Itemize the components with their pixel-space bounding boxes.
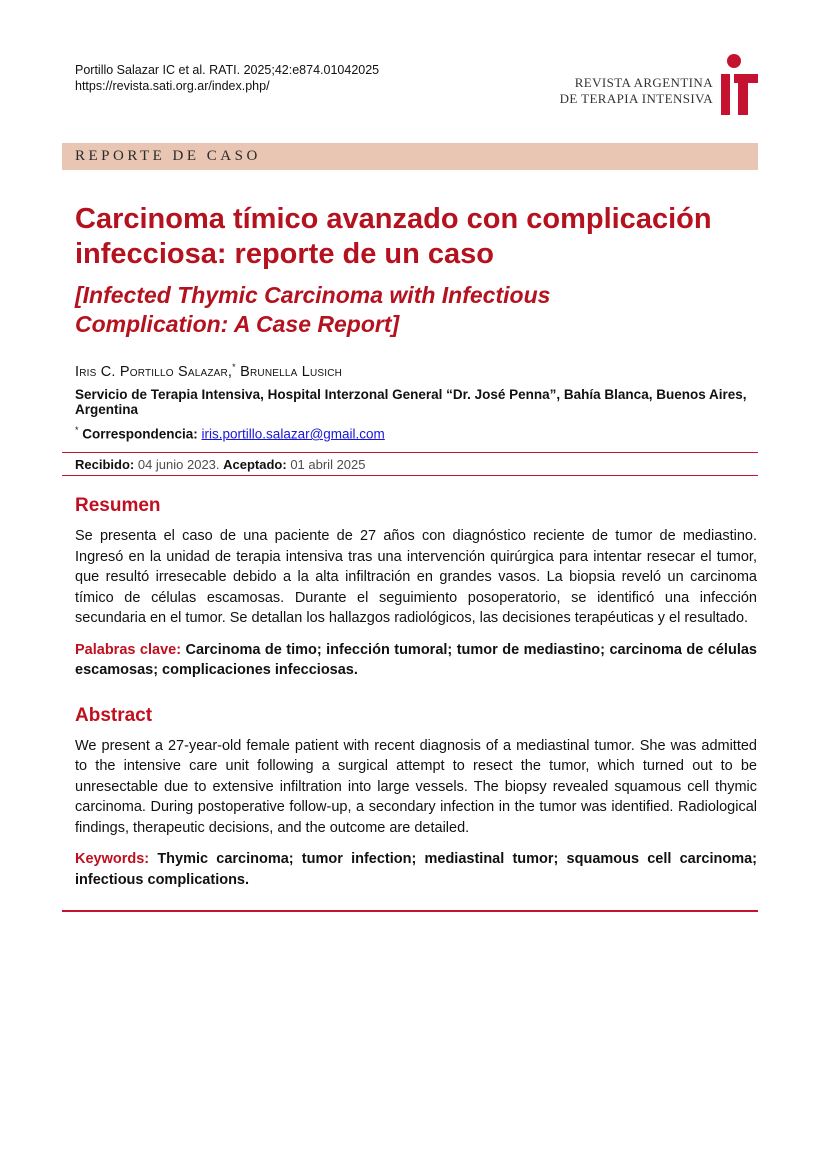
resumen-body: Se presenta el caso de una paciente de 27 años con diagnóstico reciente de tumor de mediastino. Ingresó en la unidad de terapia intensiva tras una intervención quirúrgica para intentar resecar el tumor, que resultó irresecable debido a la alta infiltración en grandes vasos. La biopsia reveló un carcinoma tímico de células escamosas. Durante el seguimiento posoperatorio, se identificó una infección secundaria en el tumor. Se detallan los hallazgos radiológicos, las decisiones terapéuticas y el resultado. — [75, 528, 757, 627]
journal-name-line1: REVISTA ARGENTINA — [574, 74, 713, 90]
abstract-body: We present a 27-year-old female patient with recent diagnosis of a mediastinal tumor. She was admitted to the intensive care unit following a surgical attempt to resect the tumor, which turned out to be unresectable due to extensive infiltration into large vessels. The biopsy revealed squamous cell thymic carcinoma. During postoperative follow-up, a secondary infection in the tumor was identified. Radiological findings, therapeutic decisions, and the outcome are detailed. — [75, 737, 757, 836]
authors-line — [75, 362, 758, 380]
abstract-block — [62, 705, 758, 891]
accepted-label: Aceptado: — [223, 456, 287, 472]
journal-url: https://revista.sati.org.ar/index.php/ — [75, 79, 270, 93]
title-en-line2: Complication: A Case Report] — [75, 311, 400, 337]
title-es-line1: Carcinoma tímico avanzado con complicación — [75, 203, 712, 235]
article-title-es — [75, 202, 758, 272]
accepted-date: 01 abril 2025 — [286, 456, 366, 472]
title-es-line2: infecciosa: reporte de un caso — [75, 238, 495, 270]
correspondence-label: Correspondencia: — [78, 426, 202, 442]
logo-t-stem — [738, 74, 748, 115]
correspondence-asterisk: * — [75, 424, 79, 435]
masthead — [75, 62, 758, 115]
received-label: Recibido: — [75, 456, 135, 472]
sati-logo-icon — [721, 54, 758, 115]
journal-name-line2: DE TERAPIA INTENSIVA — [559, 90, 713, 106]
correspondence-line — [75, 425, 758, 442]
page-content — [62, 62, 758, 912]
citation-block — [75, 62, 379, 94]
keywords-text: Thymic carcinoma; tumor infection; mediastinal tumor; squamous cell carcinoma; infectious complications. — [75, 851, 757, 888]
article-type-banner: REPORTE DE CASO — [62, 143, 758, 170]
palabras-clave-text: Carcinoma de timo; infección tumoral; tumor de mediastino; carcinoma de células escamosas; complicaciones infecciosas. — [75, 641, 757, 679]
correspondence-email-link[interactable]: iris.portillo.salazar@gmail.com — [201, 426, 385, 442]
journal-identity — [560, 54, 758, 115]
author-1-asterisk: * — [232, 362, 236, 372]
journal-name — [560, 75, 713, 107]
keywords-label: Keywords: — [75, 851, 158, 868]
resumen-heading: Resumen — [75, 495, 161, 517]
end-divider — [62, 910, 758, 912]
title-en-line1: [Infected Thymic Carcinoma with Infectious — [75, 282, 551, 308]
keywords-line — [75, 849, 757, 890]
affiliation: Servicio de Terapia Intensiva, Hospital Interzonal General “Dr. José Penna”, Bahía Blanca, Buenos Aires, Argentina — [75, 386, 747, 417]
abstract-heading: Abstract — [75, 704, 153, 726]
author-2: Brunella Lusich — [235, 363, 343, 380]
palabras-clave-line — [75, 640, 757, 681]
received-date: 04 junio 2023. — [134, 456, 224, 472]
logo-dot — [727, 54, 741, 68]
dates-bar — [62, 452, 758, 476]
logo-left-bar — [721, 74, 730, 115]
author-1: Iris C. Portillo Salazar, — [75, 363, 233, 380]
palabras-clave-label: Palabras clave: — [75, 641, 186, 658]
article-title-en — [75, 281, 758, 339]
article-citation: Portillo Salazar IC et al. RATI. 2025;42:e874.01042025 — [75, 63, 380, 77]
